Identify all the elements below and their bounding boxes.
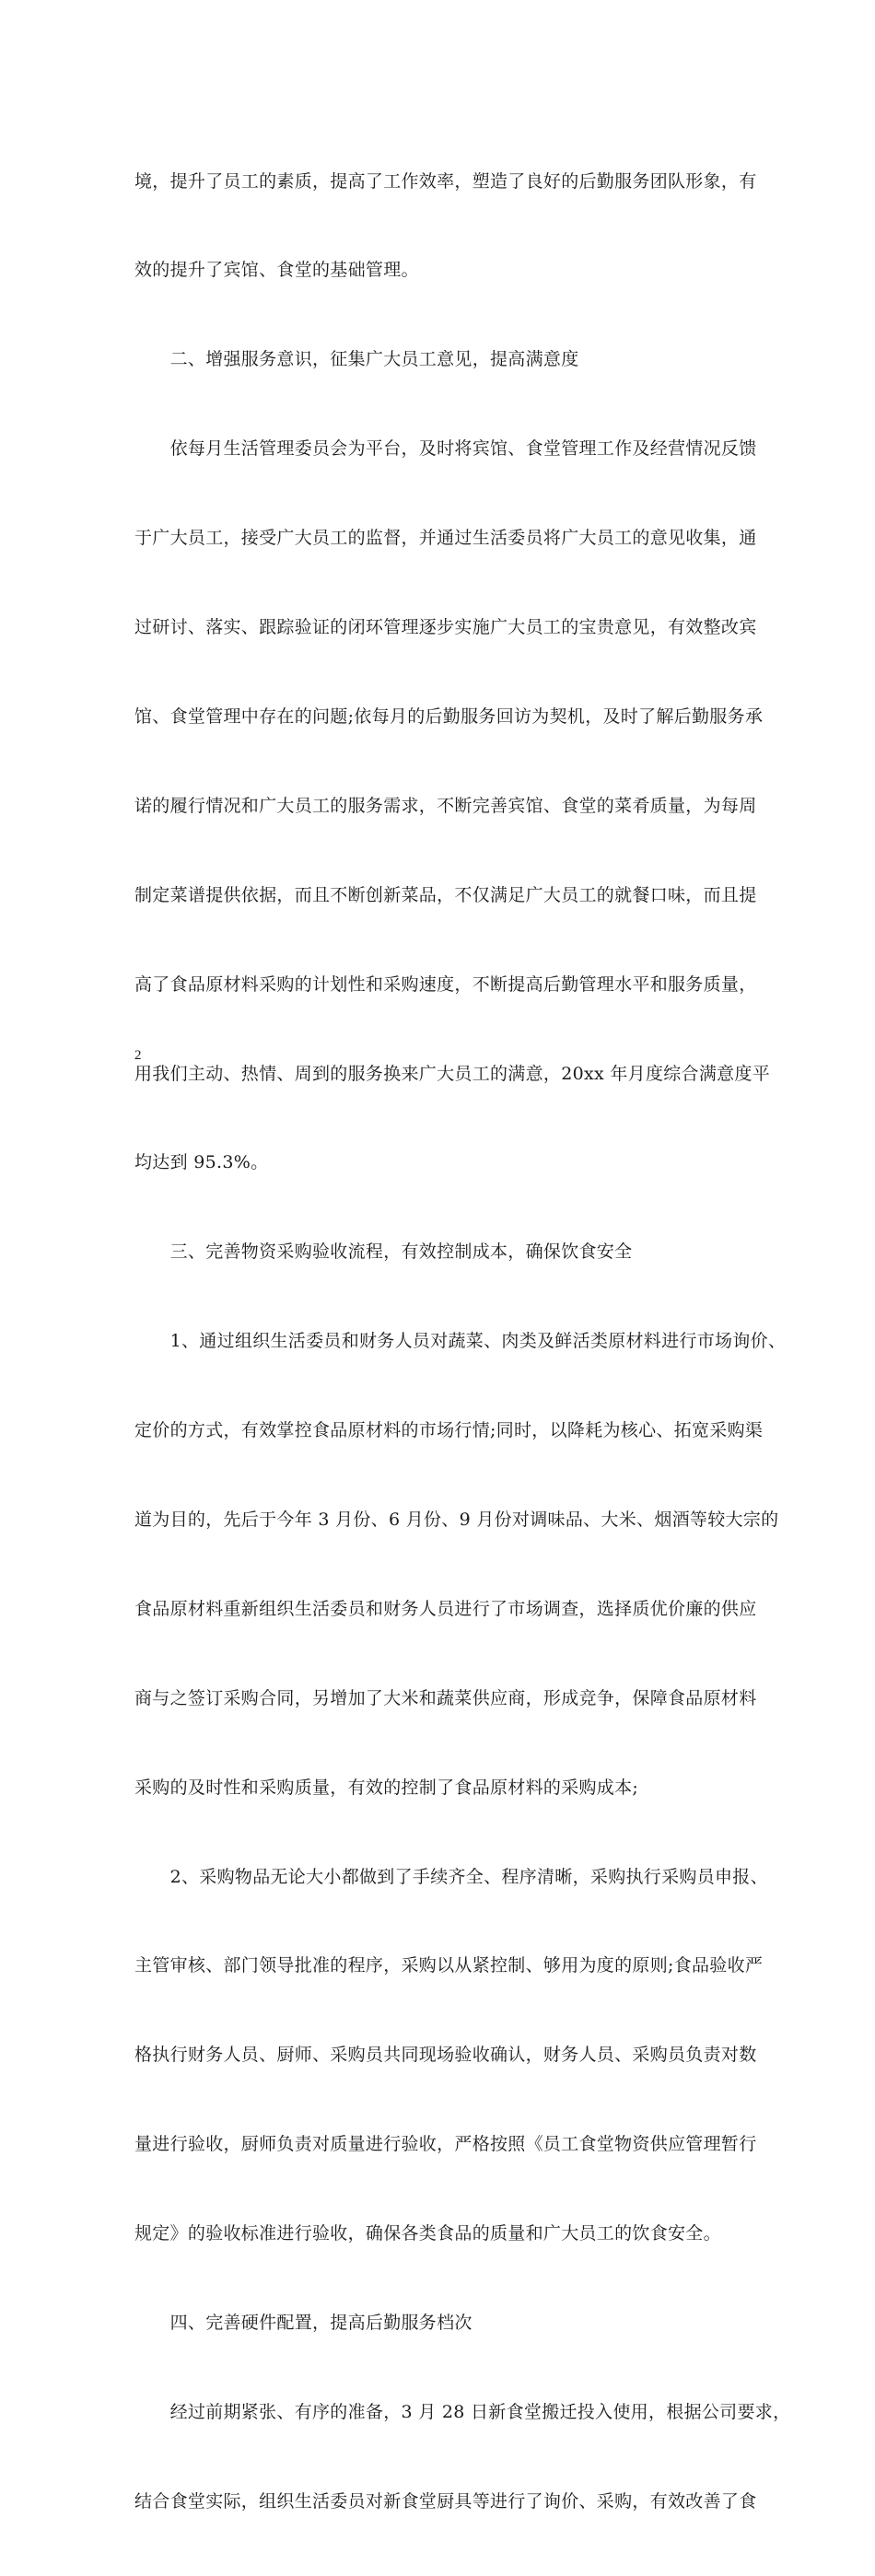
text-line: 制定菜谱提供依据，而且不断创新菜品，不仅满足广大员工的就餐口味，而且提 [134,884,757,905]
text-line: 格执行财务人员、厨师、采购员共同现场验收确认，财务人员、采购员负责对数 [134,2045,757,2066]
text-line: 食品原材料重新组织生活委员和财务人员进行了市场调查，选择质优价廉的供应 [134,1598,757,1619]
text-line: 量进行验收，厨师负责对质量进行验收，严格按照《员工食堂物资供应管理暂行 [134,2134,757,2155]
text-line: 效的提升了宾馆、食堂的基础管理。 [134,260,419,281]
text-line: 用我们主动、热情、周到的服务换来广大员工的满意，20xx 年月度综合满意度平 [134,1063,771,1084]
body-text [134,107,791,2576]
text-line: 1、通过组织生活委员和财务人员对蔬菜、肉类及鲜活类原材料进行市场询价、 [134,1331,787,1352]
text-line: 主管审核、部门领导批准的程序，采购以从紧控制、够用为度的原则;食品验收严 [134,1955,764,1976]
text-line: 诺的履行情况和广大员工的服务需求，不断完善宾馆、食堂的菜肴质量，为每周 [134,795,757,816]
text-line: 依每月生活管理委员会为平台，及时将宾馆、食堂管理工作及经营情况反馈 [134,438,757,460]
section-heading: 二、增强服务意识，征集广大员工意见，提高满意度 [134,349,579,370]
text-line: 结合食堂实际，组织生活委员对新食堂厨具等进行了询价、采购，有效改善了食 [134,2490,757,2512]
text-line: 经过前期紧张、有序的准备，3 月 28 日新食堂搬迁投入使用，根据公司要求， [134,2401,791,2422]
section-heading: 四、完善硬件配置，提高后勤服务档次 [134,2312,472,2333]
text-line: 过研讨、落实、跟踪验证的闭环管理逐步实施广大员工的宝贵意见，有效整改宾 [134,617,757,638]
text-line: 商与之签订采购合同，另增加了大米和蔬菜供应商，形成竞争，保障食品原材料 [134,1687,757,1708]
text-line: 馆、食堂管理中存在的问题;依每月的后勤服务回访为契机，及时了解后勤服务承 [134,705,764,727]
paragraph-block [134,107,791,2576]
text-line: 规定》的验收标准进行验收，确保各类食品的质量和广大员工的饮食安全。 [134,2223,721,2244]
text-line: 高了食品原材料采购的计划性和采购速度，不断提高后勤管理水平和服务质量， [134,973,757,995]
text-line: 均达到 95.3%。 [134,1152,269,1173]
text-line: 于广大员工，接受广大员工的监督，并通过生活委员将广大员工的意见收集，通 [134,528,757,549]
text-line: 定价的方式，有效掌控食品原材料的市场行情;同时，以降耗为核心、拓宽采购渠 [134,1420,764,1441]
section-heading: 三、完善物资采购验收流程，有效控制成本，确保饮食安全 [134,1241,633,1263]
text-line: 采购的及时性和采购质量，有效的控制了食品原材料的采购成本; [134,1777,639,1798]
text-line: 道为目的，先后于今年 3 月份、6 月份、9 月份对调味品、大米、烟酒等较大宗的 [134,1509,779,1530]
page-number: 2 [134,1048,142,1063]
text-line: 2、采购物品无论大小都做到了手续齐全、程序清晰，采购执行采购员申报、 [134,1866,768,1887]
text-line: 境，提升了员工的素质，提高了工作效率，塑造了良好的后勤服务团队形象，有 [134,170,757,192]
